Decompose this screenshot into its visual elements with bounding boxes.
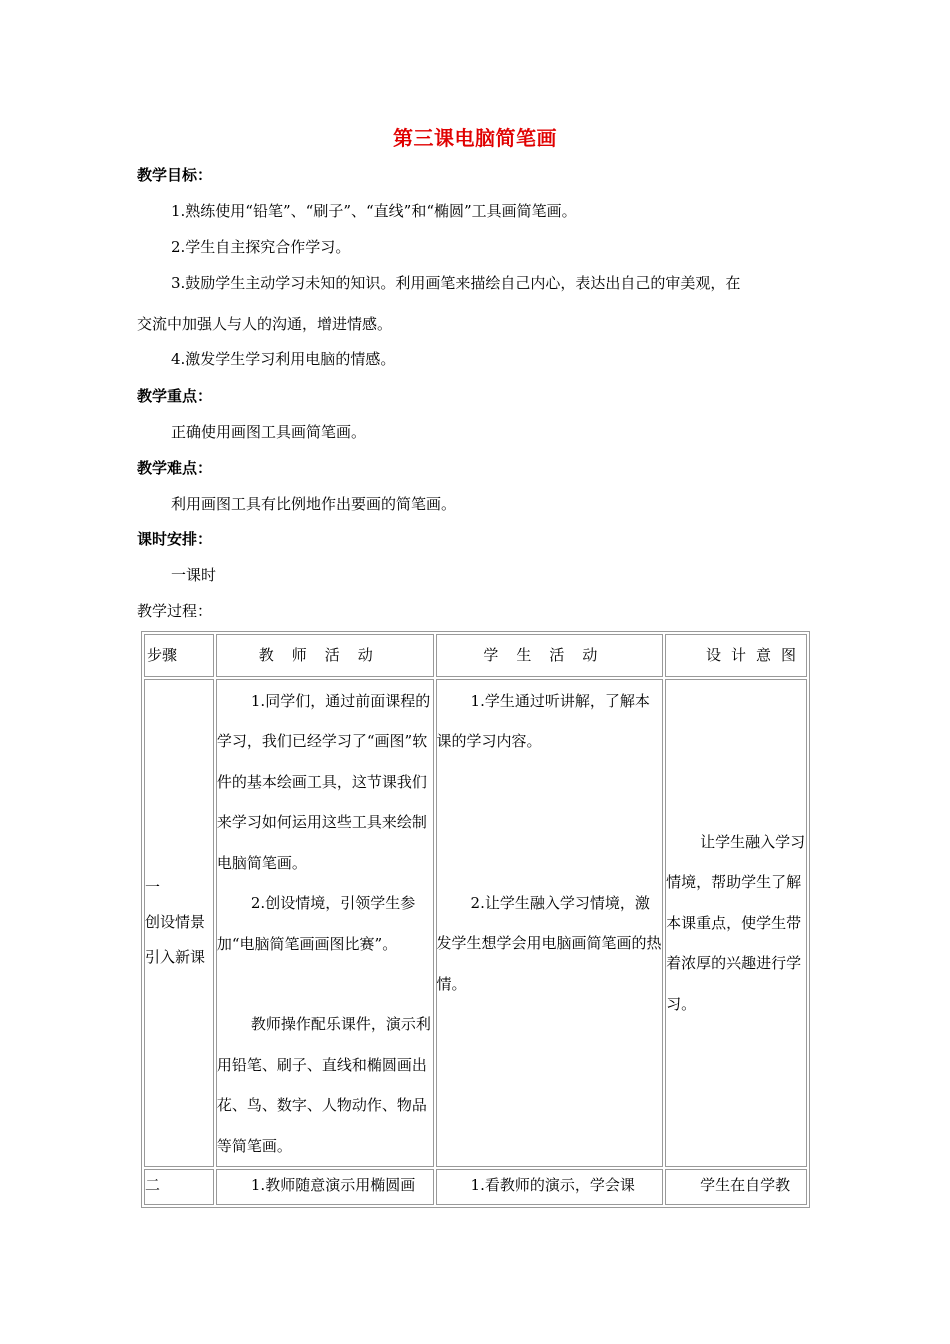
objectives-heading: 教学目标： xyxy=(137,166,213,184)
step-cell xyxy=(144,679,214,1168)
design-intent-cell xyxy=(665,679,807,1168)
teacher-activity-cell-2 xyxy=(216,1169,434,1205)
objective-item-3-cont: 交流中加强人与人的沟通，增进情感。 xyxy=(137,315,393,333)
difficulty-text: 利用画图工具有比例地作出要画的简笔画。 xyxy=(171,495,457,513)
difficulty-heading: 教学难点： xyxy=(137,459,213,477)
design-intent-text: 让学生融入学习情境，帮助学生了解本课重点，使学生带着浓厚的兴趣进行学习。 xyxy=(666,832,806,1013)
header-intent: 设计意图 xyxy=(665,634,807,677)
table-header-row xyxy=(144,634,807,677)
step-title-2: 引入新课 xyxy=(145,948,206,967)
teacher-activity-row2: 1.教师随意演示用椭圆画 xyxy=(250,1176,416,1194)
header-student: 学生活动 xyxy=(436,634,664,677)
header-step: 步骤 xyxy=(144,634,214,677)
table-row xyxy=(144,679,807,1168)
schedule-text: 一课时 xyxy=(171,566,217,584)
objective-item-3: 3.鼓励学生主动学习未知的知识。利用画笔来描绘自己内心，表达出自己的审美观，在 xyxy=(171,274,741,292)
design-intent-row2: 学生在自学教 xyxy=(700,1176,791,1194)
teaching-process-table xyxy=(141,631,810,1208)
header-teacher: 教师活动 xyxy=(216,634,434,677)
teacher-activity-cell xyxy=(216,679,434,1168)
design-intent-cell-2 xyxy=(665,1169,807,1205)
table-row xyxy=(144,1169,807,1205)
step-cell-2 xyxy=(144,1169,214,1205)
lesson-title: 第三课电脑简笔画 xyxy=(393,126,557,150)
step-number: 一 xyxy=(145,878,161,897)
step-title-1: 创设情景 xyxy=(145,913,206,932)
student-activity-cell xyxy=(436,679,664,1168)
objective-item-4: 4.激发学生学习利用电脑的情感。 xyxy=(171,350,396,368)
teacher-activity-2: 2.创设情境，引领学生参加“电脑简笔画画图比赛”。 xyxy=(216,894,416,953)
student-activity-2: 2.让学生融入学习情境，激发学生想学会用电脑画简笔画的热情。 xyxy=(436,893,662,993)
step-number-2: 二 xyxy=(145,1176,161,1194)
key-point-text: 正确使用画图工具画简笔画。 xyxy=(171,423,367,441)
student-activity-1: 1.学生通过听讲解，了解本课的学习内容。 xyxy=(436,691,650,750)
teacher-activity-1: 1.同学们，通过前面课程的学习，我们已经学习了“画图”软件的基本绘画工具，这节课我们来学习如何运用这些工具来绘制电脑简笔画。 xyxy=(216,691,431,872)
objective-item-2: 2.学生自主探究合作学习。 xyxy=(171,238,351,256)
student-activity-row2: 1.看教师的演示，学会课 xyxy=(470,1176,635,1194)
key-point-heading: 教学重点： xyxy=(137,387,213,405)
objective-item-1: 1.熟练使用“铅笔”、“刷子”、“直线”和“椭圆”工具画简笔画。 xyxy=(171,202,577,220)
teacher-activity-3: 教师操作配乐课件，演示利用铅笔、刷子、直线和椭圆画出花、鸟、数字、人物动作、物品等简笔画。 xyxy=(216,1015,431,1155)
student-activity-cell-2 xyxy=(436,1169,664,1205)
schedule-heading: 课时安排： xyxy=(137,530,213,548)
process-label: 教学过程： xyxy=(137,602,213,620)
